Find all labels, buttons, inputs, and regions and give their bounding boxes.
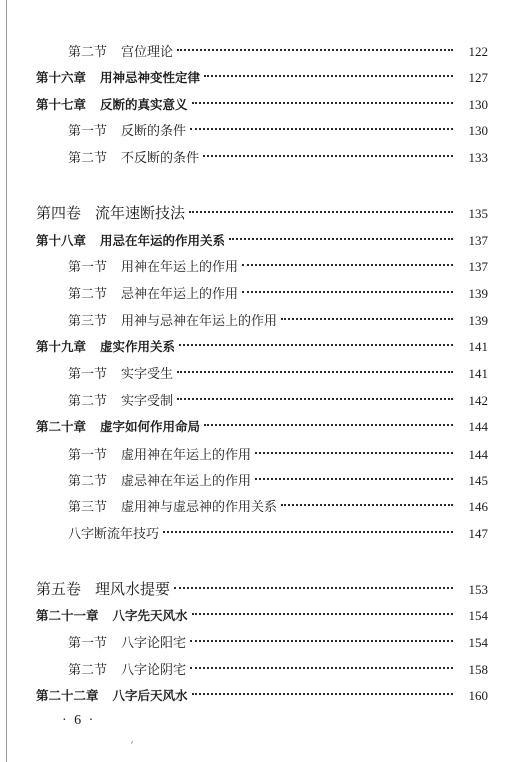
toc-entry-label [36,337,175,357]
toc-entry-number: 第二十一章 [36,608,99,623]
toc-entry-number: 第十九章 [36,339,87,354]
toc-entry [0,257,488,277]
toc-entry [0,203,488,223]
toc-entry-number: 第一节 [68,124,108,139]
toc-entry-title: 八字后天风水 [112,688,188,703]
dot-leader [255,478,453,480]
dot-leader [177,371,453,373]
toc-entry-title: 用忌在年运的作用关系 [100,233,226,248]
toc-entry-label [36,203,185,223]
toc-entry [0,660,488,680]
toc-entry-label [36,95,188,115]
dot-leader [204,75,453,77]
toc-entry-number: 第三节 [68,314,108,329]
toc-entry-label [36,606,188,626]
toc-entry [0,497,488,517]
toc-entry-label [36,417,200,437]
dot-leader [255,452,453,454]
dot-leader [190,667,453,669]
toc-entry [0,524,488,544]
toc-entry-title: 虚忌神在年运上的作用 [121,474,252,489]
toc-entry-number: 第一节 [68,367,108,382]
toc-entry-number: 第十六章 [36,70,87,85]
toc-entry-label [68,392,173,412]
toc-entry-number: 第二节 [68,45,108,60]
dot-leader [192,693,453,695]
toc-entry [0,391,488,411]
toc-entry-number: 第十八章 [36,233,87,248]
toc-entry-page: 147 [468,526,488,541]
toc-entry-label [36,231,225,251]
toc-entry [0,121,488,141]
toc-entry-page: 137 [468,259,488,274]
toc-entry-page: 139 [468,286,488,301]
toc-entry [0,579,488,599]
toc-entry-title: 用神在年运上的作用 [121,260,239,275]
toc-entry-page: 154 [468,635,488,650]
toc-entry [0,606,488,626]
toc-entry-page: 130 [468,123,488,138]
toc-entry-page: 133 [468,150,488,165]
toc-entry-title: 八字论阴宅 [121,663,187,678]
toc-entry-page: 127 [468,70,488,85]
toc-entry [0,284,488,304]
toc-entry-label [68,365,173,385]
toc-entry-page: 141 [468,339,488,354]
dot-leader [192,613,453,615]
toc-entry-label [68,661,186,681]
toc-entry-page: 122 [468,44,488,59]
toc-entry [0,417,488,437]
toc-entry-label [36,579,170,599]
toc-entry-title: 虚字如何作用命局 [100,419,201,434]
toc-entry-title: 反断的条件 [121,124,187,139]
toc-entry [0,231,488,251]
toc-entry-label [68,634,186,654]
toc-entry-number: 第二节 [68,394,108,409]
toc-entry-title: 实字受制 [121,394,174,409]
dot-leader [177,49,453,51]
toc-entry [0,148,488,168]
toc-entry-number: 第一节 [68,636,108,651]
dot-leader [190,128,453,130]
toc-entry-page: 154 [468,608,488,623]
toc-entry-title: 用神忌神变性定律 [100,70,201,85]
dot-leader [281,504,453,506]
dot-leader [174,587,453,589]
toc-entry-title: 八字先天风水 [112,608,188,623]
toc-entry-label [68,285,238,305]
toc-entry-title: 八字论阳宅 [121,636,187,651]
toc-entry-page: 145 [468,473,488,488]
toc-entry-label [68,472,251,492]
toc-entry-label [68,312,277,332]
toc-entry-title: 忌神在年运上的作用 [121,287,239,302]
toc-entry-label [68,122,186,142]
toc-entry-number: 第十七章 [36,97,87,112]
toc-entry [0,337,488,357]
toc-entry-title: 实字受生 [121,367,174,382]
toc-entry-number: 第一节 [68,448,108,463]
toc-entry-title: 反断的真实意义 [100,97,188,112]
toc-entry-number: 第二节 [68,663,108,678]
toc-entry-number: 第三节 [68,500,108,515]
toc-entry [0,311,488,331]
toc-entry-page: 137 [468,233,488,248]
dot-leader [242,264,453,266]
toc-entry [0,471,488,491]
toc-entry [0,445,488,465]
dot-leader [189,211,453,213]
toc-entry-page: 135 [468,206,488,221]
toc-entry-page: 130 [468,97,488,112]
toc-entry-number: 第二十二章 [36,688,99,703]
toc-entry-page: 146 [468,499,488,514]
toc-entry-title: 宫位理论 [121,45,174,60]
toc-entry [0,633,488,653]
toc-entry-label [36,686,188,706]
toc-entry [0,68,488,88]
scan-speck: ˊ [129,742,134,753]
toc-entry-label [68,258,238,278]
toc-entry-page: 153 [468,582,488,597]
toc-entry-label [68,525,159,545]
dot-leader [242,291,453,293]
toc-entry-number: 第二节 [68,474,108,489]
toc-entry-title: 虚用神在年运上的作用 [121,448,252,463]
dot-leader [192,102,453,104]
page-number: · 6 · [62,713,96,728]
toc-entry-title: 虚实作用关系 [100,339,176,354]
toc-entry-title: 不反断的条件 [121,151,200,166]
toc-entry-number: 第二节 [68,151,108,166]
toc-entry-title: 流年速断技法 [95,204,186,222]
toc-entry-title: 用神与忌神在年运上的作用 [121,314,278,329]
dot-leader [229,238,453,240]
toc-entry-number: 第二十章 [36,419,87,434]
toc-entry-number: 第一节 [68,260,108,275]
toc-entry-page: 139 [468,313,488,328]
toc-entry [0,42,488,62]
toc-entry-page: 142 [468,393,488,408]
toc-entry-label [68,149,199,169]
toc-entry-label [36,68,200,88]
toc-entry [0,364,488,384]
toc-entry-page: 144 [468,419,488,434]
toc-entry-page: 160 [468,688,488,703]
dot-leader [190,640,453,642]
toc-entry-page: 141 [468,366,488,381]
toc-entry-title: 理风水提要 [95,580,171,598]
dot-leader [177,398,453,400]
dot-leader [281,318,453,320]
toc-entry-title: 八字断流年技巧 [68,527,160,542]
toc-entry [0,686,488,706]
toc-entry-label [68,43,173,63]
toc-entry-label [68,498,277,518]
dot-leader [203,155,453,157]
toc-entry-title: 虚用神与虚忌神的作用关系 [121,500,278,515]
toc-entry-number: 第四卷 [36,204,82,222]
dot-leader [204,424,453,426]
toc-entry-page: 158 [468,662,488,677]
dot-leader [163,531,453,533]
toc-entry-number: 第二节 [68,287,108,302]
toc-entry-page: 144 [468,447,488,462]
toc-entry [0,95,488,115]
toc-entry-label [68,446,251,466]
toc-entry-number: 第五卷 [36,580,82,598]
dot-leader [179,344,453,346]
